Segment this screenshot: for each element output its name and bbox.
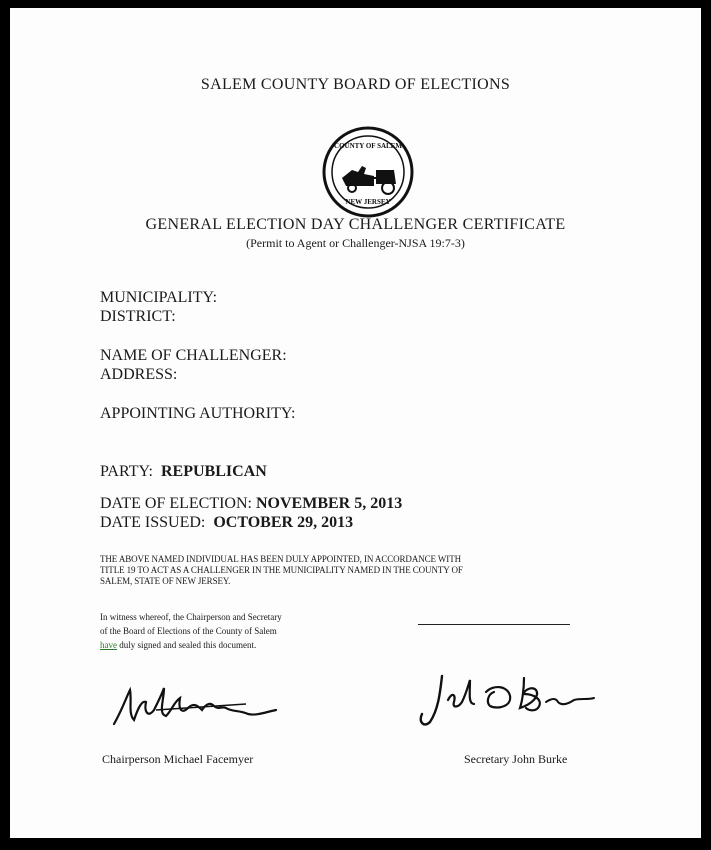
certificate-title: GENERAL ELECTION DAY CHALLENGER CERTIFICATE xyxy=(145,216,566,233)
issued-date-label: DATE ISSUED: xyxy=(100,514,206,531)
election-date-row xyxy=(100,494,402,514)
witness-have-word: have xyxy=(100,640,117,650)
witness-line-rest: duly signed and sealed this document. xyxy=(117,640,257,650)
challenger-name-label: NAME OF CHALLENGER: xyxy=(100,347,287,364)
party-row xyxy=(100,462,267,482)
party-value: REPUBLICAN xyxy=(161,463,267,480)
signature-line xyxy=(418,624,570,625)
election-date-value: NOVEMBER 5, 2013 xyxy=(255,495,403,512)
appointing-authority-label: APPOINTING AUTHORITY: xyxy=(100,405,296,422)
witness-line: In witness whereof, the Chairperson and Secretary xyxy=(100,612,282,622)
permit-note: (Permit to Agent or Challenger-NJSA 19:7-3) xyxy=(246,236,465,250)
chair-signature xyxy=(106,680,286,730)
statement-line: TITLE 19 TO ACT AS A CHALLENGER IN THE MUNICIPALITY NAMED IN THE COUNTY OF xyxy=(100,565,463,575)
chair-label: Chairperson Michael Facemyer xyxy=(102,752,254,766)
seal-top-text: COUNTY OF SALEM xyxy=(334,142,402,150)
secretary-label: Secretary John Burke xyxy=(464,752,568,766)
appointment-statement xyxy=(100,554,660,587)
party-label: PARTY: xyxy=(100,463,153,480)
issued-date-value: OCTOBER 29, 2013 xyxy=(213,514,354,531)
municipality-label: MUNICIPALITY: xyxy=(100,289,218,306)
county-seal-icon xyxy=(322,126,414,218)
witness-clause xyxy=(100,610,380,652)
statement-line: THE ABOVE NAMED INDIVIDUAL HAS BEEN DULY APPOINTED, IN ACCORDANCE WITH xyxy=(100,554,461,564)
issued-date-row xyxy=(100,513,353,533)
secretary-signature xyxy=(412,664,602,734)
witness-line xyxy=(100,638,380,652)
election-date-label: DATE OF ELECTION: xyxy=(100,495,252,512)
board-title: SALEM COUNTY BOARD OF ELECTIONS xyxy=(200,76,511,93)
district-label: DISTRICT: xyxy=(100,308,176,325)
witness-line: of the Board of Elections of the County of Salem xyxy=(100,626,277,636)
seal-bottom-text: NEW JERSEY xyxy=(345,198,391,206)
address-label: ADDRESS: xyxy=(100,366,178,383)
certificate-page xyxy=(10,8,701,838)
statement-line: SALEM, STATE OF NEW JERSEY. xyxy=(100,576,231,586)
